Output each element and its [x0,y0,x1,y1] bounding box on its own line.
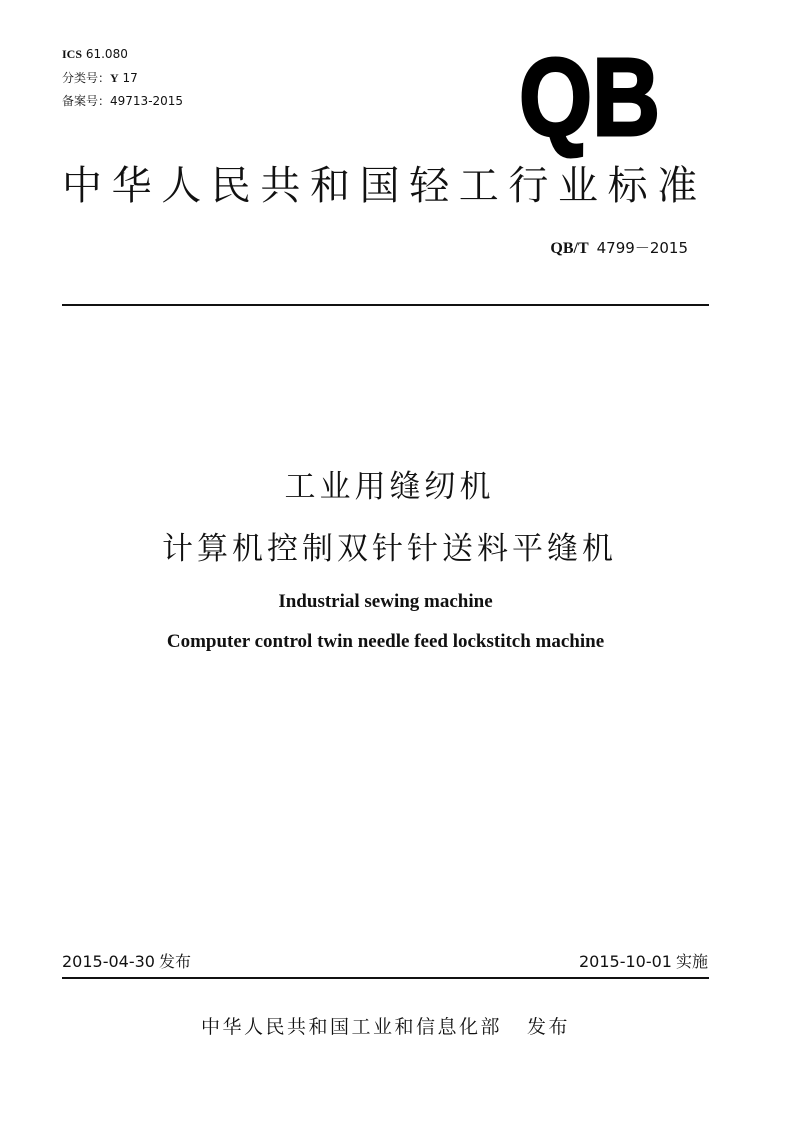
issue-date-value: 2015-04-30 [62,952,155,971]
bottom-divider [62,977,709,979]
issue-date-label: 发布 [158,952,191,971]
issue-date [62,953,191,971]
ics-line [62,43,183,67]
title-zh-line1: 工业用缝纫机 [284,469,495,505]
title-en-line2: Computer control twin needle feed lockstitch machine [166,631,605,652]
classification-label: 分类号： [62,70,111,85]
implement-date-value: 2015-10-01 [579,952,672,971]
standard-number-value: 4799－2015 [596,239,688,257]
qb-logo: QB [519,36,661,159]
record-line [62,90,183,114]
ics-value: 61.080 [85,47,128,61]
standard-category-title: 中华人民共和国轻工行业标准 [62,163,707,209]
top-divider [62,304,709,306]
record-label: 备案号： [62,94,111,108]
issuer [62,1016,709,1038]
implement-date [579,953,708,971]
ics-label: ICS [62,47,83,61]
classification-line [62,67,183,91]
issuer-name: 中华人民共和国工业和信息化部 [200,1016,502,1038]
classification-code: Y [110,70,119,85]
classification-number: 17 [122,70,138,85]
title-zh-line2: 计算机控制双针针送料平缝机 [162,531,617,567]
record-value: 49713-2015 [110,94,184,108]
standard-number [550,239,688,258]
classification-block [62,43,183,114]
issuer-action: 发布 [527,1016,571,1038]
standard-number-prefix: QB/T [550,240,589,257]
title-en-line1: Industrial sewing machine [278,591,493,612]
implement-date-label: 实施 [675,952,708,971]
